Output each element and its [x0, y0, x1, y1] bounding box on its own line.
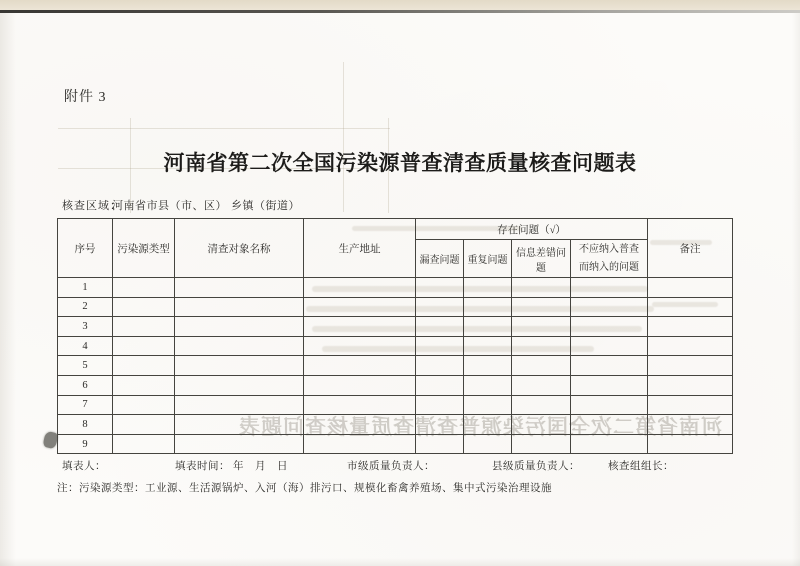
empty-cell [512, 375, 571, 395]
empty-cell [175, 278, 304, 298]
empty-cell [304, 356, 416, 376]
row-seq: 7 [58, 395, 113, 415]
table-row [58, 415, 733, 435]
empty-cell [113, 336, 175, 356]
empty-cell [648, 415, 733, 435]
empty-cell [464, 356, 512, 376]
empty-cell [304, 336, 416, 356]
empty-cell [416, 434, 464, 454]
row-seq: 1 [58, 278, 113, 298]
row-seq: 2 [58, 297, 113, 317]
empty-cell [113, 317, 175, 337]
empty-cell [304, 297, 416, 317]
row-seq: 3 [58, 317, 113, 337]
col-header-remark: 备注 [648, 219, 733, 278]
row-seq: 5 [58, 356, 113, 376]
bleedthrough-grid-line [343, 62, 344, 212]
empty-cell [113, 395, 175, 415]
header-row-1 [58, 219, 733, 240]
attachment-label: 附件 3 [64, 90, 107, 105]
region-value-county: 河南省市县（市、区） [112, 200, 227, 212]
table-row [58, 395, 733, 415]
empty-cell [512, 415, 571, 435]
page-title: 河南省第二次全国污染源普查清查质量核查问题表 [163, 151, 637, 175]
empty-cell [464, 434, 512, 454]
empty-cell [571, 336, 648, 356]
col-header-info-error-problem: 信息差错问题 [512, 240, 571, 278]
empty-cell [512, 317, 571, 337]
empty-cell [304, 317, 416, 337]
empty-cell [648, 278, 733, 298]
empty-cell [571, 278, 648, 298]
date-placeholder: 年 月 日 [233, 461, 288, 472]
empty-cell [416, 395, 464, 415]
empty-cell [416, 356, 464, 376]
verification-problem-table [57, 218, 733, 454]
empty-cell [416, 278, 464, 298]
empty-cell [304, 278, 416, 298]
col-header-address: 生产地址 [304, 219, 416, 278]
empty-cell [571, 356, 648, 376]
empty-cell [304, 375, 416, 395]
empty-cell [464, 278, 512, 298]
region-label: 核查区域： [62, 200, 122, 212]
row-seq: 8 [58, 415, 113, 435]
empty-cell [113, 415, 175, 435]
empty-cell [113, 434, 175, 454]
empty-cell [648, 317, 733, 337]
row-seq: 4 [58, 336, 113, 356]
empty-cell [304, 415, 416, 435]
empty-cell [512, 297, 571, 317]
col-header-source-type: 污染源类型 [113, 219, 175, 278]
empty-cell [113, 297, 175, 317]
bleedthrough-title: 河南省第二次全国污染源普查清查质量核查问题表 [238, 415, 722, 439]
empty-cell [113, 278, 175, 298]
col-header-seq: 序号 [58, 219, 113, 278]
table-row [58, 356, 733, 376]
empty-cell [648, 336, 733, 356]
scan-edge-line [0, 10, 800, 13]
empty-cell [571, 317, 648, 337]
empty-cell [512, 336, 571, 356]
footnote: 注：污染源类型：工业源、生活源锅炉、入河（海）排污口、规模化畜禽养殖场、集中式污染治理设施 [57, 483, 552, 494]
fill-time-label: 填表时间： [175, 461, 230, 472]
region-line [0, 197, 800, 211]
empty-cell [416, 415, 464, 435]
signature-line [0, 458, 800, 472]
table-row [58, 297, 733, 317]
form-filler-label: 填表人： [62, 461, 106, 472]
region-value-town: 乡镇（街道） [231, 200, 300, 212]
empty-cell [464, 297, 512, 317]
empty-cell [175, 297, 304, 317]
empty-cell [175, 434, 304, 454]
col-header-wrongly-included-problem: 不应纳入普查而纳入的问题 [571, 240, 648, 278]
empty-cell [113, 356, 175, 376]
table-row [58, 336, 733, 356]
empty-cell [464, 317, 512, 337]
empty-cell [175, 375, 304, 395]
col-header-missed-problem: 漏查问题 [416, 240, 464, 278]
empty-cell [648, 356, 733, 376]
empty-cell [304, 395, 416, 415]
row-seq: 9 [58, 434, 113, 454]
empty-cell [648, 395, 733, 415]
empty-cell [512, 356, 571, 376]
table-row [58, 317, 733, 337]
empty-cell [571, 434, 648, 454]
row-seq: 6 [58, 375, 113, 395]
empty-cell [416, 375, 464, 395]
table-row [58, 278, 733, 298]
table-row [58, 434, 733, 454]
empty-cell [512, 395, 571, 415]
city-quality-officer-label: 市级质量负责人： [347, 461, 435, 472]
scan-bottom-shade [0, 558, 800, 566]
empty-cell [464, 375, 512, 395]
empty-cell [512, 278, 571, 298]
scan-right-shade [792, 13, 800, 566]
empty-cell [175, 356, 304, 376]
empty-cell [571, 375, 648, 395]
empty-cell [648, 434, 733, 454]
empty-cell [175, 415, 304, 435]
scan-left-shade [0, 13, 16, 566]
empty-cell [464, 336, 512, 356]
verification-team-leader-label: 核查组组长： [608, 461, 674, 472]
empty-cell [571, 395, 648, 415]
bleedthrough-grid-line [58, 128, 390, 129]
col-header-object-name: 清查对象名称 [175, 219, 304, 278]
empty-cell [175, 317, 304, 337]
scan-top-edge [0, 0, 800, 10]
empty-cell [175, 336, 304, 356]
county-quality-officer-label: 县级质量负责人： [492, 461, 580, 472]
empty-cell [464, 415, 512, 435]
empty-cell [416, 336, 464, 356]
table-row [58, 375, 733, 395]
empty-cell [648, 297, 733, 317]
col-header-problem-group: 存在问题（√） [416, 219, 648, 240]
empty-cell [512, 434, 571, 454]
empty-cell [175, 395, 304, 415]
empty-cell [416, 297, 464, 317]
empty-cell [571, 415, 648, 435]
col-header-duplicate-problem: 重复问题 [464, 240, 512, 278]
empty-cell [113, 375, 175, 395]
empty-cell [304, 434, 416, 454]
empty-cell [571, 297, 648, 317]
empty-cell [464, 395, 512, 415]
empty-cell [648, 375, 733, 395]
empty-cell [416, 317, 464, 337]
